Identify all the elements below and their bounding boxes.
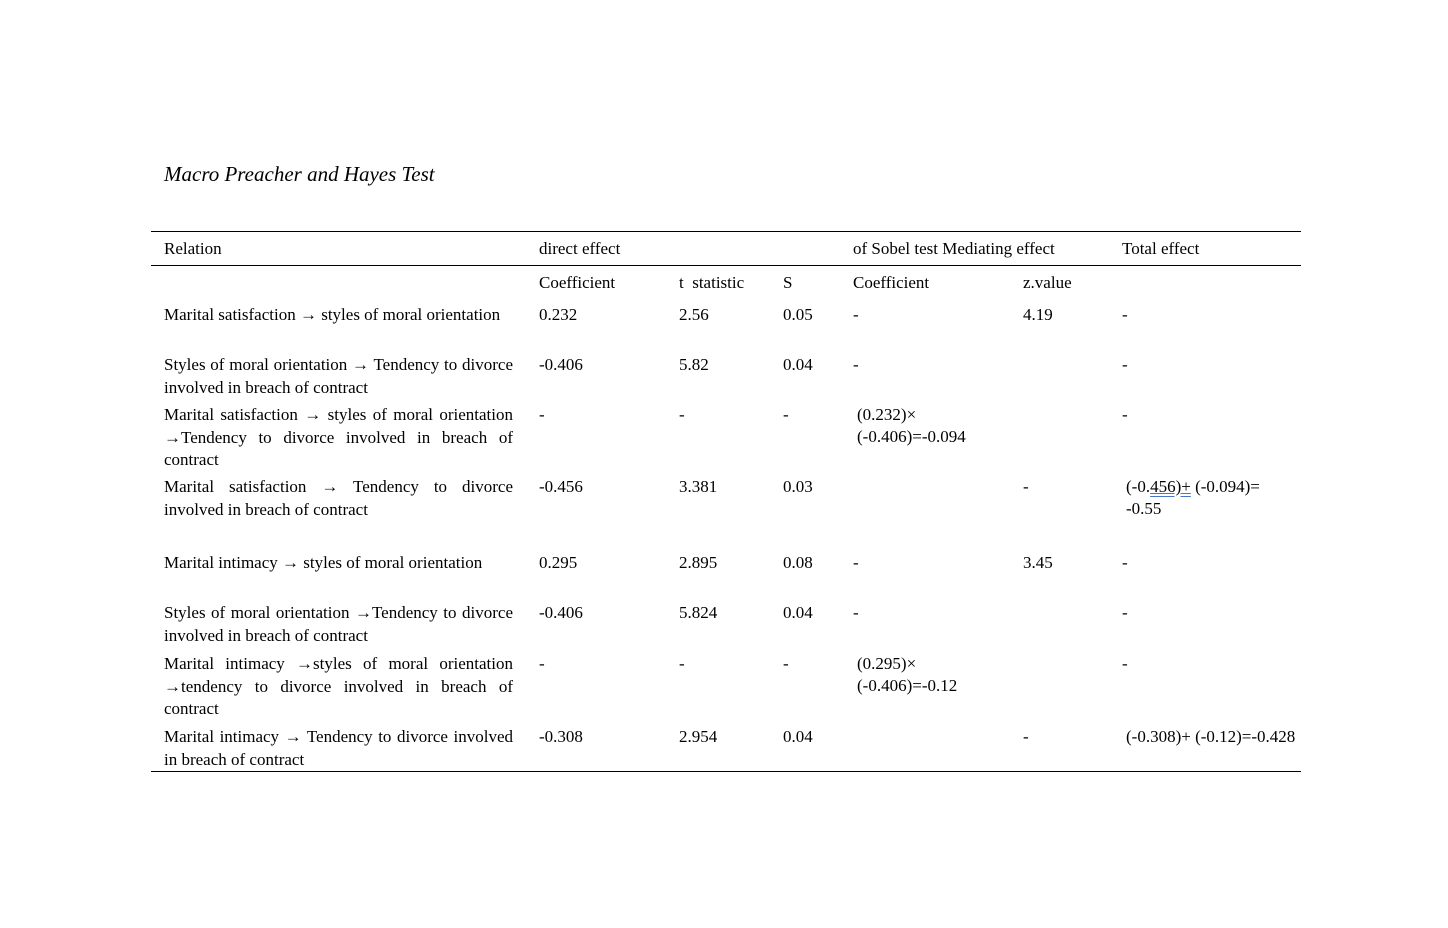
row-z-value: -	[1023, 727, 1029, 746]
row-total-effect-part: (-0.094)= -0.55	[1126, 477, 1260, 518]
row-total-effect: -	[1122, 305, 1128, 324]
row-t-statistic: 2.56	[679, 305, 709, 324]
row-sobel-coefficient: -	[853, 305, 859, 324]
row-coefficient: -0.456	[539, 477, 583, 496]
subheader-s: S	[783, 273, 793, 292]
row-s: 0.08	[783, 553, 813, 572]
row-relation: Marital intimacy →styles of moral orientation →tendency to divorce involved in breach of contract	[164, 654, 513, 718]
header-direct-effect: direct effect	[539, 239, 621, 258]
row-total-effect-part: (-0.	[1126, 477, 1151, 496]
row-sobel-coefficient: (0.295)× (-0.406)=-0.12	[857, 654, 958, 695]
row-s: 0.05	[783, 305, 813, 324]
row-t-statistic: 5.824	[679, 603, 718, 622]
table-row	[151, 602, 1301, 653]
row-total-effect: (-0.308)+ (-0.12)=-0.428	[1126, 727, 1296, 746]
row-relation: Styles of moral orientation →Tendency to divorce involved in breach of contract	[164, 603, 513, 645]
row-total-effect: -	[1122, 405, 1128, 424]
row-t-statistic: -	[679, 405, 685, 424]
row-total-effect	[1122, 476, 1296, 520]
row-s: -	[783, 654, 789, 673]
header-sobel-mediating-effect: of Sobel test Mediating effect	[853, 239, 1055, 258]
table-row	[151, 552, 1301, 602]
row-z-value: -	[1023, 477, 1029, 496]
row-t-statistic: 5.82	[679, 355, 709, 374]
table-row	[151, 304, 1301, 354]
table-row	[151, 354, 1301, 404]
row-coefficient: -0.406	[539, 355, 583, 374]
row-t-statistic: 2.895	[679, 553, 718, 572]
row-coefficient: -0.406	[539, 603, 583, 622]
row-z-value: 4.19	[1023, 305, 1053, 324]
row-sobel-coefficient: -	[853, 553, 859, 572]
row-s: 0.03	[783, 477, 813, 496]
header-total-effect: Total effect	[1122, 239, 1200, 258]
row-coefficient: -0.308	[539, 727, 583, 746]
row-sobel-coefficient: -	[853, 603, 859, 622]
subheader-z-value: z.value	[1023, 273, 1072, 292]
row-s: 0.04	[783, 727, 813, 746]
row-t-statistic: -	[679, 654, 685, 673]
row-coefficient: 0.295	[539, 553, 578, 572]
subheader-t-statistic: t statistic	[679, 273, 745, 292]
row-total-effect: -	[1122, 553, 1128, 572]
subheader-sobel-coefficient: Coefficient	[853, 273, 930, 292]
row-relation: Styles of moral orientation → Tendency to divorce involved in breach of contract	[164, 355, 513, 397]
row-sobel-coefficient: -	[853, 355, 859, 374]
row-coefficient: -	[539, 405, 545, 424]
row-coefficient: 0.232	[539, 305, 578, 324]
row-total-effect: -	[1122, 355, 1128, 374]
row-total-effect: -	[1122, 603, 1128, 622]
table-header-row	[151, 232, 1301, 266]
table-row	[151, 726, 1301, 771]
table-caption: Macro Preacher and Hayes Test	[164, 162, 435, 186]
row-relation: Marital intimacy → styles of moral orientation	[164, 553, 483, 572]
row-s: 0.04	[783, 603, 813, 622]
row-relation: Marital intimacy → Tendency to divorce involved in breach of contract	[164, 727, 513, 769]
table-row	[151, 404, 1301, 476]
results-table	[151, 231, 1301, 772]
row-s: -	[783, 405, 789, 424]
row-t-statistic: 3.381	[679, 477, 718, 496]
row-z-value: 3.45	[1023, 553, 1053, 572]
row-total-effect-underlined: 456)+	[1150, 477, 1191, 496]
row-t-statistic: 2.954	[679, 727, 718, 746]
row-relation: Marital satisfaction → Tendency to divorce involved in breach of contract	[164, 477, 513, 519]
header-relation: Relation	[164, 239, 222, 258]
row-relation: Marital satisfaction → styles of moral orientation	[164, 305, 501, 324]
row-coefficient: -	[539, 654, 545, 673]
row-relation: Marital satisfaction → styles of moral orientation →Tendency to divorce involved in breach of contract	[164, 405, 513, 469]
table-subheader-row	[151, 266, 1301, 300]
row-total-effect: -	[1122, 654, 1128, 673]
subheader-coefficient: Coefficient	[539, 273, 616, 292]
row-s: 0.04	[783, 355, 813, 374]
table-row	[151, 476, 1301, 552]
row-sobel-coefficient: (0.232)× (-0.406)=-0.094	[857, 405, 966, 446]
table-row	[151, 653, 1301, 726]
